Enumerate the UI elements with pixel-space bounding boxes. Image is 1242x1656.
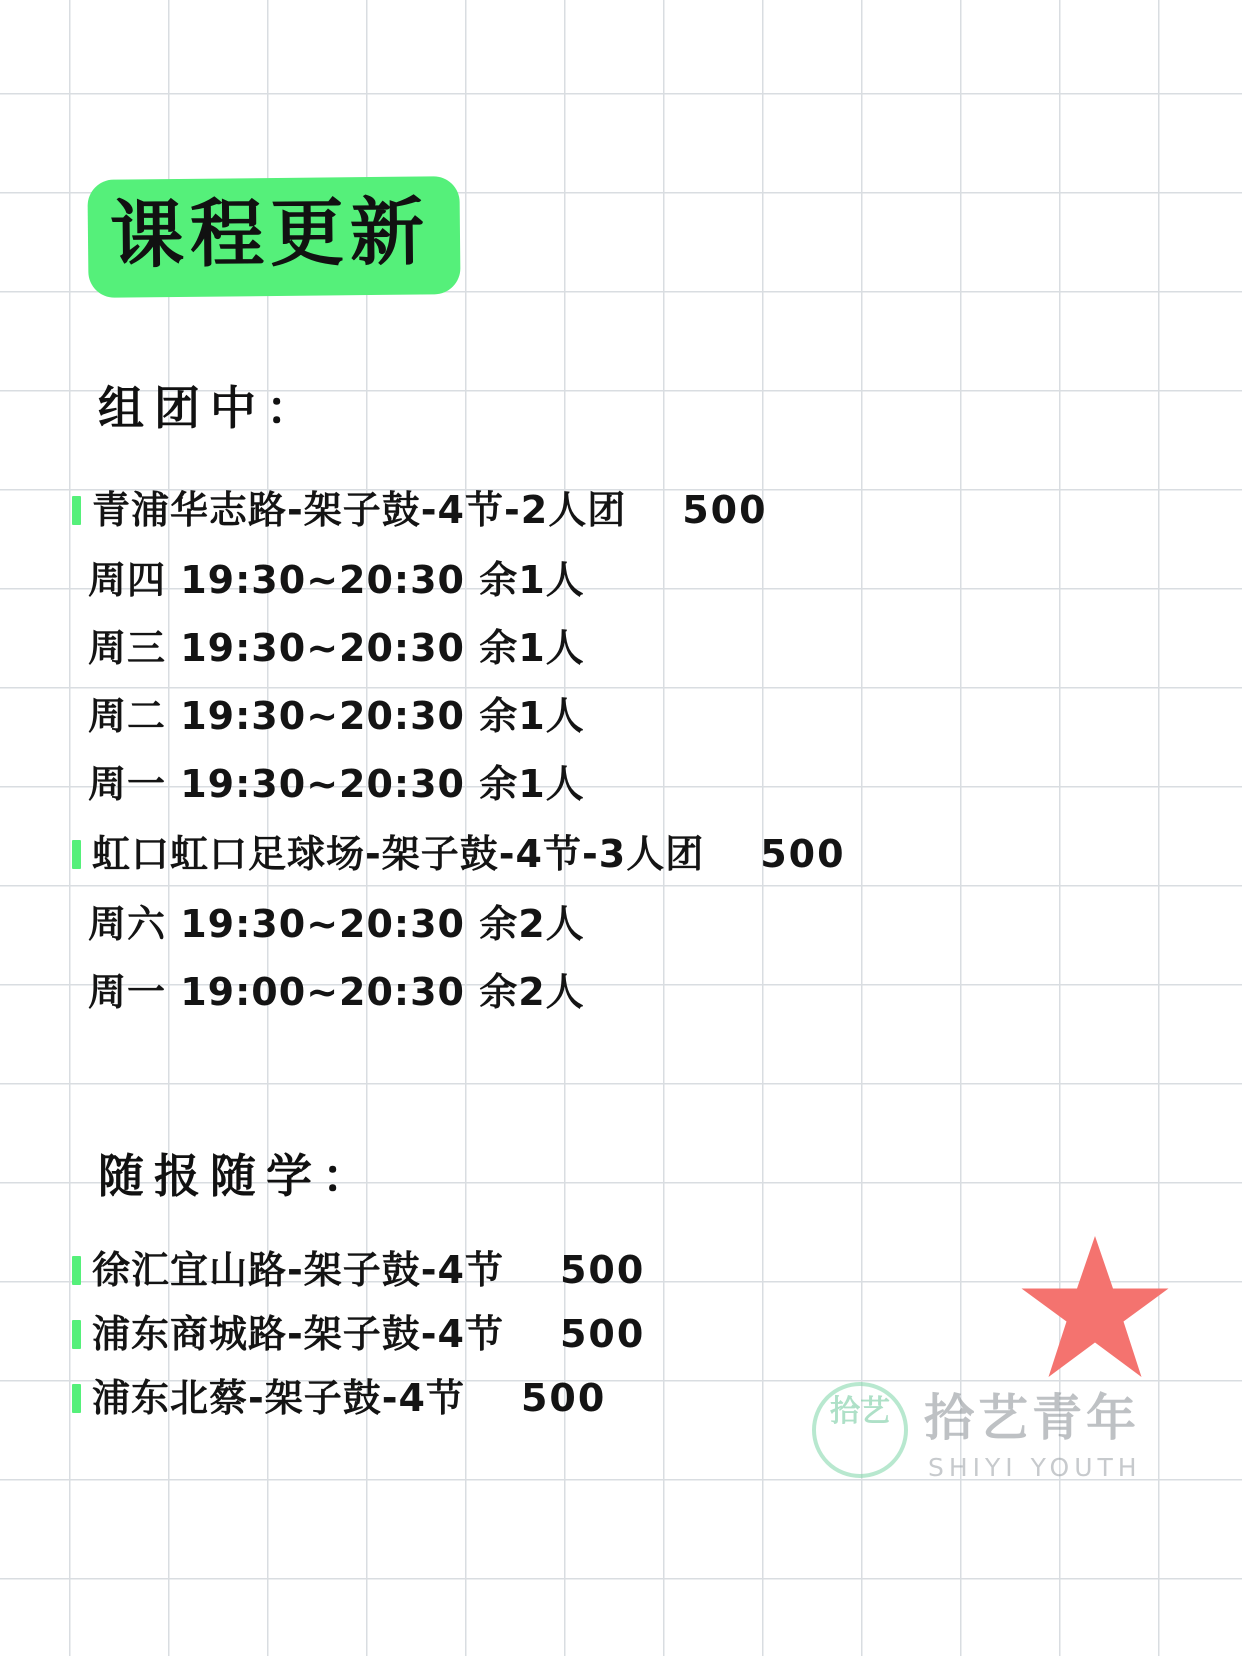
course-price: 500 (760, 832, 846, 876)
course-slot: 周一 19:00~20:30 余2人 (88, 970, 585, 1014)
logo-mark-text: 拾艺 (830, 1394, 890, 1429)
course-name: 浦东商城路-架子鼓-4节 (92, 1312, 504, 1356)
title-highlight (87, 176, 460, 298)
course-row (72, 1248, 645, 1292)
course-slot: 周六 19:30~20:30 余2人 (88, 902, 585, 946)
section-heading-group-forming: 组团中： (98, 381, 322, 435)
course-slot: 周三 19:30~20:30 余1人 (88, 626, 585, 670)
title-text: 课程更新 (109, 189, 431, 279)
watermark-logo (812, 1382, 1142, 1502)
course-row (72, 1376, 606, 1420)
course-name: 徐汇宜山路-架子鼓-4节 (92, 1248, 504, 1292)
course-price: 500 (559, 1248, 646, 1292)
course-name: 虹口虹口足球场-架子鼓-4节-3人团 (92, 832, 705, 876)
page-title (88, 178, 460, 296)
course-slot: 周一 19:30~20:30 余1人 (88, 762, 585, 806)
course-name: 浦东北蔡-架子鼓-4节 (92, 1376, 465, 1420)
course-slot: 周二 19:30~20:30 余1人 (88, 694, 585, 738)
brand-name-cn: 拾艺青年 (924, 1389, 1140, 1447)
course-slot: 周四 19:30~20:30 余1人 (88, 558, 585, 602)
course-name: 青浦华志路-架子鼓-4节-2人团 (92, 488, 627, 532)
course-price: 500 (682, 488, 768, 532)
section-heading-open-enrollment: 随报随学： (98, 1149, 378, 1203)
course-row (72, 488, 768, 532)
star-icon (1020, 1236, 1170, 1380)
course-row (72, 1312, 645, 1356)
brand-name-en: SHIYI YOUTH (928, 1453, 1142, 1482)
course-row (72, 832, 846, 876)
course-price: 500 (520, 1376, 607, 1420)
course-price: 500 (559, 1312, 646, 1356)
